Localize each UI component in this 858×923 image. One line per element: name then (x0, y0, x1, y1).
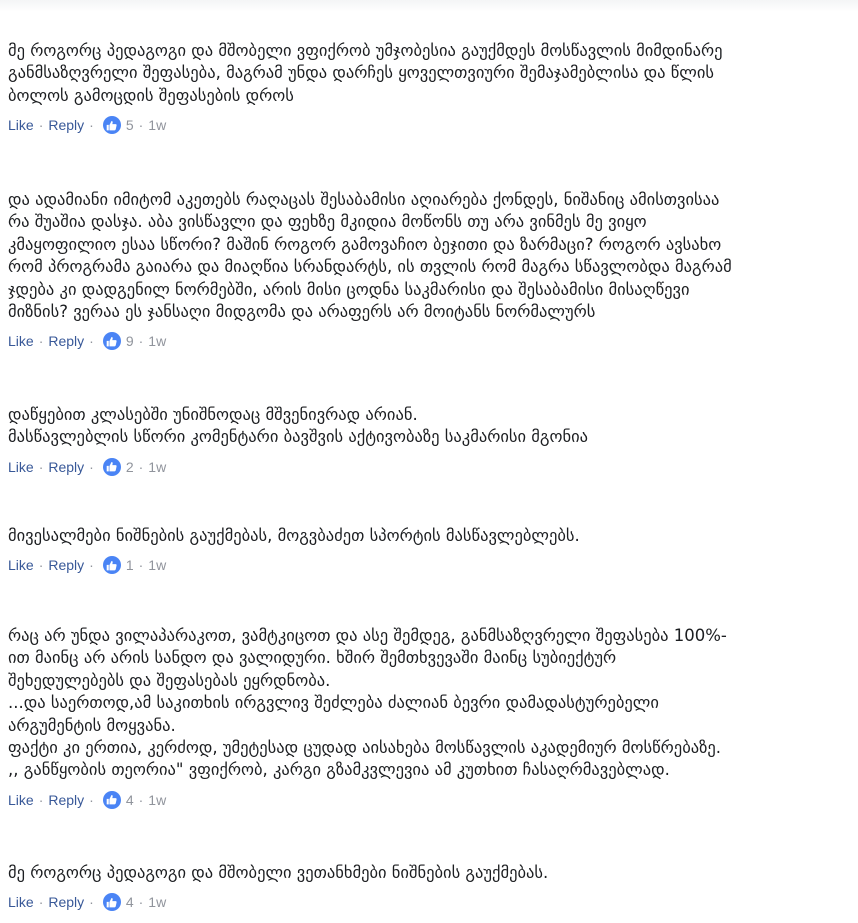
separator-dot: · (138, 894, 144, 911)
comment-text (8, 189, 846, 323)
reply-link[interactable]: Reply (48, 791, 85, 808)
comment (8, 525, 846, 575)
thumbs-up-icon (103, 116, 121, 134)
reaction-count[interactable] (103, 893, 134, 911)
like-count-number: 2 (125, 458, 134, 475)
separator-dot: · (38, 117, 44, 134)
separator-dot: · (89, 117, 94, 134)
like-link[interactable]: Like (8, 117, 34, 134)
comment-actions (8, 892, 846, 912)
comment-actions (8, 457, 846, 477)
separator-dot: · (89, 894, 94, 911)
timestamp[interactable]: 1w (148, 894, 167, 911)
separator-dot: · (138, 117, 144, 134)
separator-dot: · (138, 791, 144, 808)
comment-line: და ადამიანი იმიტომ აკეთებს რაღაცას შესაბამისი აღიარება ქონდეს, ნიშანიც ამისთვისაა (8, 190, 720, 209)
comment-actions (8, 115, 846, 135)
reply-link[interactable]: Reply (48, 117, 85, 134)
reaction-count[interactable] (103, 791, 134, 809)
comment-line: განმსაზღვრელი შეფასება, მაგრამ უნდა დარჩეს ყოველთვიური შემაჯამებლისა და წლის (8, 63, 714, 83)
separator-dot: · (89, 458, 94, 475)
reply-link[interactable]: Reply (48, 333, 85, 350)
separator-dot: · (38, 557, 44, 574)
comment-text (8, 404, 846, 449)
like-count-number: 1 (125, 557, 134, 574)
separator-dot: · (38, 894, 44, 911)
comment-text (8, 862, 846, 884)
reply-link[interactable]: Reply (48, 894, 85, 911)
like-link[interactable]: Like (8, 557, 34, 574)
separator-dot: · (38, 791, 44, 808)
like-link[interactable]: Like (8, 894, 34, 911)
comment-line: კმაყოფილიო ესაა სწორი? მაშინ როგორ გამოვაჩიო ბეჯითი და ზარმაცი? როგორ ავსახო (8, 234, 722, 254)
comment (8, 625, 846, 810)
comment-line: დაწყებით კლასებში უნიშნოდაც მშვენივრად არიან. (8, 405, 418, 424)
comment (8, 404, 846, 477)
reaction-count[interactable] (103, 116, 134, 134)
comment-line: მივესალმები ნიშნების გაუქმებას, მოგვბაძეთ სპორტის მასწავლებლებს. (8, 526, 580, 545)
reply-link[interactable]: Reply (48, 557, 85, 574)
thumbs-up-icon (103, 791, 121, 809)
comment-line: რა შუაშია დასჯა. აბა ვისწავლი და ფეხზე მკიდია მოწონს თუ არა ვინმეს მე ვიყო (8, 212, 647, 232)
like-count-number: 9 (125, 333, 134, 350)
comment-actions (8, 790, 846, 810)
thumbs-up-icon (103, 893, 121, 911)
separator-dot: · (38, 333, 44, 350)
reply-link[interactable]: Reply (48, 458, 85, 475)
like-link[interactable]: Like (8, 333, 34, 350)
comment-text (8, 40, 846, 107)
comment-line: ით მაინც არ არის სანდო და ვალიდური. ხშირ შემთხვევაში მაინც სუბიექტურ (8, 648, 617, 668)
comment-line: არგუმენტის მოყვანა. (8, 715, 176, 735)
separator-dot: · (38, 458, 44, 475)
timestamp[interactable]: 1w (148, 557, 167, 574)
separator-dot: · (138, 557, 144, 574)
like-link[interactable]: Like (8, 791, 34, 808)
separator-dot: · (138, 333, 144, 350)
reaction-count[interactable] (103, 556, 134, 574)
timestamp[interactable]: 1w (148, 791, 167, 808)
like-link[interactable]: Like (8, 458, 34, 475)
comment-line: ფაქტი კი ერთია, კერძოდ, უმეტესად ცუდად აისახება მოსწავლის აკადემიურ მოსწრებაზე. (8, 738, 721, 758)
comment-line: მასწავლებლის სწორი კომენტარი ბავშვის აქტივობაზე საკმარისი მგონია (8, 427, 589, 447)
comment-text (8, 525, 846, 547)
timestamp[interactable]: 1w (148, 117, 167, 134)
comment-line: რაც არ უნდა ვილაპარაკოთ, ვამტკიცოთ და ასე შემდეგ, განმსაზღვრელი შეფასება 100%- (8, 626, 727, 645)
comment (8, 862, 846, 912)
like-count-number: 4 (125, 894, 134, 911)
separator-dot: · (89, 791, 94, 808)
separator-dot: · (89, 333, 94, 350)
separator-dot: · (138, 458, 144, 475)
comment-line: ,, განწყობის თეორია" ვფიქრობ, კარგი გზამკვლევია ამ კუთხით ჩასაღრმავებლად. (8, 760, 670, 780)
timestamp[interactable]: 1w (148, 458, 167, 475)
comment (8, 40, 846, 135)
top-edge-shadow (0, 0, 858, 12)
separator-dot: · (89, 557, 94, 574)
comment-line: ბოლოს გამოცდის შეფასების დროს (8, 85, 294, 105)
comment-line: მიზნის? ვერაა ეს ჯანსაღი მიდგომა და არაფერს არ მოიტანს ნორმალურს (8, 302, 596, 322)
comment-actions (8, 331, 846, 351)
comment-line: მე როგორც პედაგოგი და მშობელი ვფიქრობ უმჯობესია გაუქმდეს მოსწავლის მიმდინარე (8, 41, 723, 60)
timestamp[interactable]: 1w (148, 333, 167, 350)
comment-actions (8, 555, 846, 575)
comment-line: ...და საერთოდ,ამ საკითხის ირგვლივ შეძლება ძალიან ბევრი დამადასტურებელი (8, 693, 659, 713)
thumbs-up-icon (103, 458, 121, 476)
like-count-number: 4 (125, 791, 134, 808)
comment-line: შეხედულებებს და შეფასებას ეყრდნობა. (8, 670, 331, 690)
thumbs-up-icon (103, 556, 121, 574)
comment-line: მე როგორც პედაგოგი და მშობელი ვეთანხმები ნიშნების გაუქმებას. (8, 863, 549, 882)
comment-line: რომ პროგრამა გაიარა და მიაღწია სრანდარტს, ის თვლის რომ მაგრა სწავლობდა მაგრამ (8, 257, 732, 277)
like-count-number: 5 (125, 117, 134, 134)
comment-text (8, 625, 846, 782)
comment (8, 189, 846, 351)
comment-line: ჯდება კი დადგენილ ნორმებში, არის მისი ცოდნა საკმარისი და შესაბამისი მისაღწევი (8, 279, 690, 299)
reaction-count[interactable] (103, 458, 134, 476)
thumbs-up-icon (103, 332, 121, 350)
reaction-count[interactable] (103, 332, 134, 350)
